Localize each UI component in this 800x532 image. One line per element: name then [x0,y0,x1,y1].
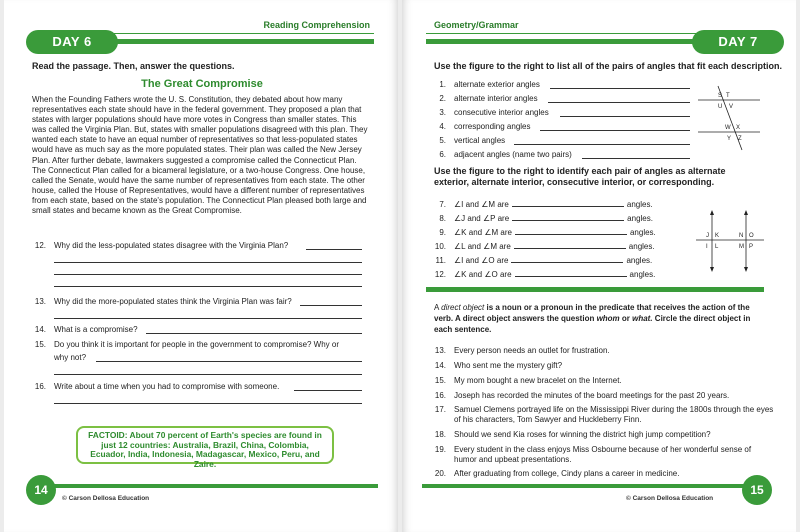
answer-line[interactable] [540,130,690,131]
pair-item: 11. ∠I and ∠O are angles. [435,256,653,265]
answer-blank[interactable] [512,213,624,221]
page-number: 14 [26,475,56,505]
answer-blank[interactable] [515,269,627,277]
instruction-angles: Use the figure to the right to list all of the pairs of angles that fit each description. [434,61,783,71]
fig2-label: I [706,244,708,250]
answer-line[interactable] [54,286,362,287]
angle-item: 1. alternate exterior angles [439,80,540,89]
right-page: DAY 7 Geometry/Grammar Use the figure to the right to list all of the pairs of angles that fit each description. 1. alternate exterior angles 2. alternate interior angles 3. consecutive interior angles 4. corresponding angles 5. vertical angles 6. adjacent angles (name two pairs) S T U V W X Y Z Use the figure to the right to identify each pair of angles as alternate exterior, alternate interior, consecutive interior, or corresponding. 7. ∠I and ∠M are angles. 8. ∠J and ∠P are angles. 9. ∠K and ∠M are angles. 10. ∠L and ∠M are angles. 11. ∠I and ∠O are angles. 12. ∠K and ∠O are angles. J K I L N O M P A direct object is a noun or a pronoun in the predicate that receives the action of the verb. A direct object answers the question whom or what. Circle the direct object in each sentence. 13. Every person needs an outlet for frustration. 14. Who sent me the mystery gift? 15. My mom bought a new bracelet on the Internet. 16. Joseph has recorded the minutes of the board meetings for the past 20 years. 17. Samuel Clemens portrayed life on the Mississippi River during the 1800s through the eyes of his characters, Tom Sawyer and Huckleberry Finn. 18. Should we send Kia roses for winning the district high jump competition? 19. Every student in the class enjoys Miss Osbourne because of her wonderful sense of humor and upbeat presentations. 20. After graduating from college, Cindy plans a career in medicine. 15 © Carson Dellosa Education [402,0,796,532]
question-text: why not? [54,353,87,362]
question-text: What is a compromise? [54,325,138,334]
section-topic: Geometry/Grammar [434,20,519,30]
answer-line[interactable] [54,374,362,375]
answer-line[interactable] [146,333,362,334]
answer-line[interactable] [294,390,362,391]
answer-line[interactable] [300,305,362,306]
fig1-label: Y [727,136,732,142]
answer-line[interactable] [96,361,362,362]
answer-line[interactable] [54,403,362,404]
footer-bar [422,484,762,488]
answer-line[interactable] [514,144,690,145]
section-divider [426,287,764,292]
copyright: © Carson Dellosa Education [62,495,150,502]
footer-bar [34,484,378,488]
answer-line[interactable] [550,88,690,89]
angle-item: 3. consecutive interior angles [439,108,549,117]
passage-title: The Great Compromise [141,78,263,90]
angle-item: 6. adjacent angles (name two pairs) [439,150,572,159]
answer-blank[interactable] [515,227,627,235]
fig1-label: X [736,125,741,131]
question-text: Write about a time when you had to compromise with someone. [54,382,280,391]
answer-line[interactable] [54,262,362,263]
fig2-label: N [739,233,744,239]
question-number: 12. [34,241,46,250]
angle-item: 2. alternate interior angles [439,94,538,103]
angle-item: 5. vertical angles [439,136,506,145]
question-number: 16. [34,382,46,391]
fig1-label: W [725,125,731,131]
factoid-box: FACTOID: About 70 percent of Earth's species are found in just 12 countries: Australia, Brazil, China, Colombia, Ecuador, India, Indonesia, Madagascar, Mexico, Peru, and Zaire. [76,426,334,464]
answer-line[interactable] [306,249,362,250]
fig2-label: J [706,233,709,239]
fig2-label: L [715,244,719,250]
question-text: Do you think it is important for people in the government to compromise? Why or [54,340,340,349]
page-number: 15 [742,475,772,505]
copyright: © Carson Dellosa Education [626,495,714,502]
fig1-label: S [718,93,723,99]
question-number: 13. [34,297,46,306]
fig1-label: Z [738,136,742,142]
question-text: Why did the more-populated states think the Virginia Plan was fair? [54,297,292,306]
question-number: 15. [34,340,46,349]
answer-blank[interactable] [512,199,624,207]
instruction: Read the passage. Then, answer the questions. [32,61,235,71]
answer-blank[interactable] [511,255,623,263]
section-topic: Reading Comprehension [263,20,370,30]
pair-item: 9. ∠K and ∠M are angles. [439,228,656,237]
question-15 [32,340,372,350]
day-badge: DAY 7 [692,30,784,54]
fig2-label: K [715,233,720,239]
day-badge: DAY 6 [26,30,118,54]
transversal-figure-2 [694,210,766,272]
pair-item: 12. ∠K and ∠O are angles. [434,270,656,279]
sentence-item: 19. Every student in the class enjoys Miss Osbourne because of her wonderful sense of humor and upbeat presentations. [434,445,752,464]
question-text: Why did the less-populated states disagree with the Virginia Plan? [54,241,289,250]
left-page [4,0,398,532]
fig1-label: V [729,104,734,110]
answer-line[interactable] [560,116,690,117]
fig2-label: M [739,244,744,250]
pair-item: 10. ∠L and ∠M are angles. [434,242,655,251]
answer-line[interactable] [54,318,362,319]
transversal-figure-1 [696,82,762,154]
fig2-label: P [749,244,754,250]
pair-item: 8. ∠J and ∠P are angles. [439,214,653,223]
grammar-instruction: A direct object is a noun or a pronoun in the predicate that receives the action of the verb. A direct object answers the question whom or what. Circle the direct object in each sentence. [434,303,751,334]
answer-blank[interactable] [514,241,626,249]
passage-text: When the Founding Fathers wrote the U. S. Constitution, they debated about how many representatives each state should have in the federal government. They proposed a plan that states with larger populations should have more votes in Congress than smaller states. This was called the Virginia Plan. But, states with smaller populations disagreed with this plan. They wanted each state to have an equal number of representatives so that less-populated states would have as much say as the more populated states. Their plan was called the New Jersey Plan. After further debate, lawmakers suggested a compromise called the Connecticut Plan. The Connecticut Plan called for a bicameral legislature, or a two-house Congress. One house, called the Senate, would have the same number of representatives from each state. The other house, called the House of Representatives, would have a different number of representatives from each state, based on the state's population. The Connecticut Plan pleased both large and small states and became known as the Great Compromise. [32,95,368,216]
question-number: 14. [34,325,46,334]
angle-item: 4. corresponding angles [439,122,531,131]
fig1-label: T [726,93,730,99]
sentence-item: 17. Samuel Clemens portrayed life on the Mississippi River during the 1800s through the eyes of his characters, Tom Sawyer and Huckleberry Finn. [434,405,774,424]
answer-line[interactable] [548,102,690,103]
fig1-label: U [718,104,723,110]
instruction-identify: Use the figure to the right to identify each pair of angles as alternate exterior, alternate interior, consecutive interior, or corresponding. [434,166,726,187]
pair-item: 7. ∠I and ∠M are angles. [439,200,653,209]
answer-line[interactable] [54,274,362,275]
fig2-label: O [749,233,754,239]
answer-line[interactable] [582,158,690,159]
